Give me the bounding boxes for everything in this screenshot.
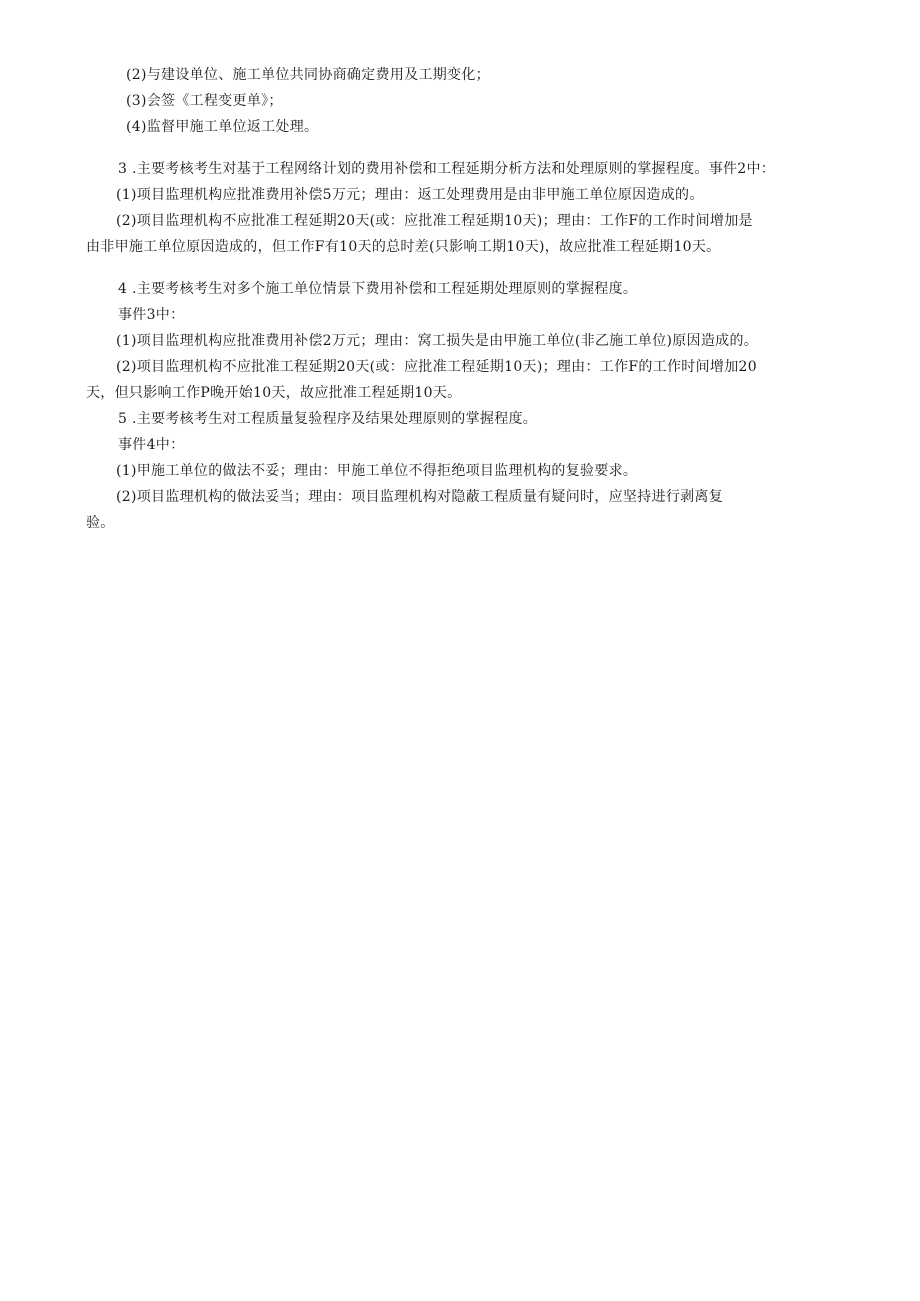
paragraph-line: 事件3中： (118, 307, 185, 323)
paragraph-line: (1)项目监理机构应批准费用补偿5万元；理由：返工处理费用是由非甲施工单位原因造成的。 (116, 187, 704, 203)
paragraph-line: (1)项目监理机构应批准费用补偿2万元；理由：窝工损失是由甲施工单位(非乙施工单位)原因造成的。 (116, 333, 759, 349)
paragraph-spacer (86, 260, 842, 276)
section-heading-5: 5 .主要考核考生对工程质量复验程序及结果处理原则的掌握程度。 (118, 411, 538, 427)
paragraph-line: (3)会签《工程变更单》； (126, 93, 283, 109)
paragraph-line: 天，但只影响工作P晚开始10天，故应批准工程延期10天。 (86, 385, 462, 401)
paragraph-spacer (86, 140, 842, 156)
paragraph-line: 事件4中： (118, 437, 185, 453)
section-heading-3: 3 .主要考核考生对基于工程网络计划的费用补偿和工程延期分析方法和处理原则的掌握程度。事件2中： (118, 161, 776, 177)
paragraph-line: 验。 (86, 515, 115, 531)
paragraph-line: 由非甲施工单位原因造成的，但工作F有10天的总时差(只影响工期10天)，故应批准工程延期10天。 (86, 239, 721, 255)
section-heading-4: 4 .主要考核考生对多个施工单位情景下费用补偿和工程延期处理原则的掌握程度。 (118, 281, 638, 297)
paragraph-line: (2)项目监理机构不应批准工程延期20天(或：应批准工程延期10天)；理由：工作F的工作时间增加是 (116, 213, 753, 229)
document-body (86, 62, 842, 536)
paragraph-line: (1)甲施工单位的做法不妥；理由：甲施工单位不得拒绝项目监理机构的复验要求。 (116, 463, 638, 479)
paragraph-line: (2)项目监理机构的做法妥当；理由：项目监理机构对隐蔽工程质量有疑问时，应坚持进行剥离复 (116, 489, 724, 505)
paragraph-line: (2)与建设单位、施工单位共同协商确定费用及工期变化； (126, 67, 490, 83)
paragraph-line: (4)监督甲施工单位返工处理。 (126, 119, 319, 135)
paragraph-line: (2)项目监理机构不应批准工程延期20天(或：应批准工程延期10天)；理由：工作F的工作时间增加20 (116, 359, 757, 375)
